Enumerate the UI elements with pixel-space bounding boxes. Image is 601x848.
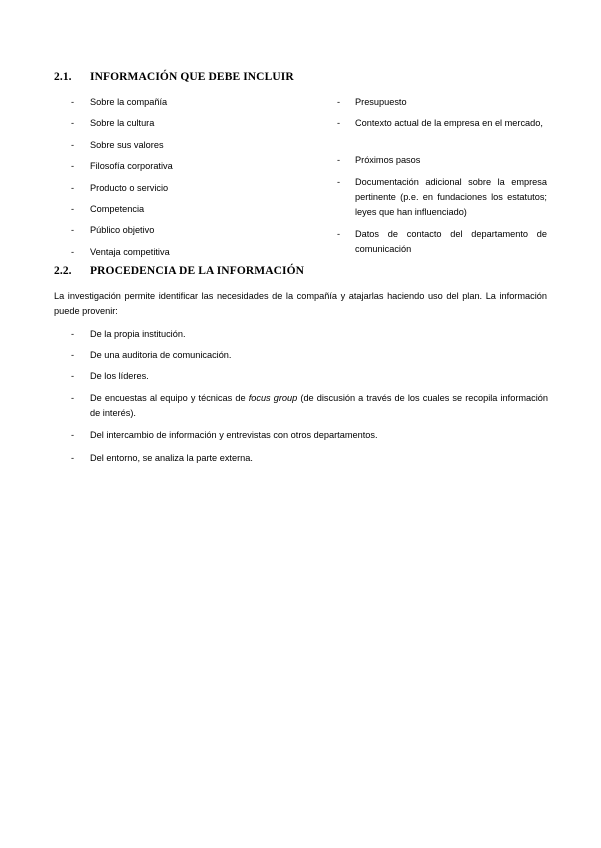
bullet-dash: -: [337, 177, 341, 187]
bullet-dash: -: [337, 155, 341, 165]
bullet-dash: -: [71, 430, 75, 440]
list-item-text: Ventaja competitiva: [90, 247, 170, 257]
bullet-dash: -: [71, 393, 75, 403]
bullet-dash: -: [71, 453, 75, 463]
list-item-text: Próximos pasos: [355, 155, 421, 165]
section-heading-2-2: [54, 265, 304, 277]
bullet-dash: -: [71, 225, 75, 235]
bullet-dash: -: [71, 118, 75, 128]
section-number: 2.1.: [54, 71, 72, 83]
list-item-text: Filosofía corporativa: [90, 161, 173, 171]
list-item-text: Presupuesto: [355, 97, 407, 107]
bullet-dash: -: [71, 371, 75, 381]
list-item-text: Datos de contacto del departamento de comunicación: [355, 229, 547, 254]
list-item-text: Público objetivo: [90, 225, 155, 235]
section-heading-2-1: [54, 71, 294, 83]
bullet-dash: -: [71, 161, 75, 171]
bullet-dash: -: [71, 97, 75, 107]
list-item-text: Del entorno, se analiza la parte externa.: [90, 453, 253, 463]
bullet-dash: -: [337, 229, 341, 239]
list-item-text: Sobre sus valores: [90, 140, 164, 150]
section-number: 2.2.: [54, 265, 72, 277]
list-item-text: Del intercambio de información y entrevistas con otros departamentos.: [90, 430, 378, 440]
section-title: PROCEDENCIA DE LA INFORMACIÓN: [90, 265, 305, 277]
bullet-dash: -: [71, 183, 75, 193]
list-item-text: De una auditoria de comunicación.: [90, 350, 232, 360]
list-item-text: Sobre la cultura: [90, 118, 155, 128]
list-item-text: Documentación adicional sobre la empresa pertinente (p.e. en fundaciones los estatutos; leyes que han influenciado): [355, 177, 547, 217]
text-run: (de discusión a través de los cuales se recopila información de interés).: [90, 393, 548, 418]
intro-paragraph: La investigación permite identificar las necesidades de la compañía y atajarlas haciendo uso del plan. La información puede provenir:: [54, 291, 547, 316]
bullet-dash: -: [337, 97, 341, 107]
list-item-text: Competencia: [90, 204, 145, 214]
list-item-text: Sobre la compañía: [90, 97, 168, 107]
section-title: INFORMACIÓN QUE DEBE INCLUIR: [90, 71, 294, 83]
text-run: De encuestas al equipo y técnicas de: [90, 393, 249, 403]
list-item-text: De los líderes.: [90, 371, 149, 381]
list-item-text: [90, 391, 548, 421]
bullet-dash: -: [71, 329, 75, 339]
emphasis-focus-group: focus group: [248, 393, 298, 403]
bullet-dash: -: [337, 118, 341, 128]
bullet-dash: -: [71, 140, 75, 150]
list-item-text: Producto o servicio: [90, 183, 169, 193]
bullet-dash: -: [71, 350, 75, 360]
bullet-dash: -: [71, 204, 75, 214]
list-item-text: De la propia institución.: [90, 329, 186, 339]
bullet-dash: -: [71, 247, 75, 257]
list-item-text: Contexto actual de la empresa en el mercado,: [355, 118, 543, 128]
